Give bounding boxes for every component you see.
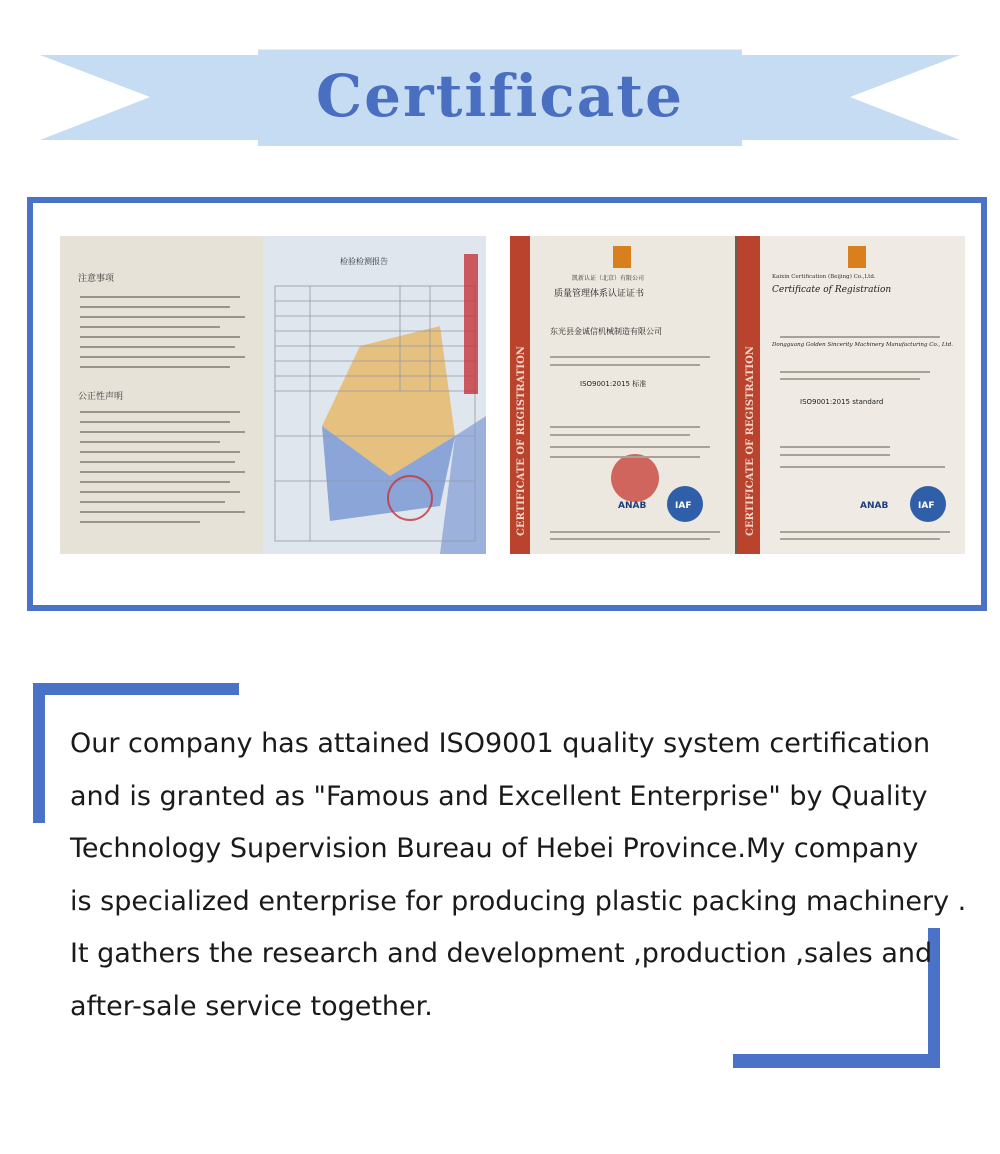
iaf-logo-left: IAF [675,501,692,511]
en-standard: ISO9001:2015 standard [800,398,884,406]
description-line: It gathers the research and development ,production ,sales and [70,938,933,969]
title-ribbon [0,0,1000,170]
iso-certificate-photo [510,236,965,554]
cn-title: 质量管理体系认证证书 [554,289,645,299]
report-title: 检验检测报告 [340,257,388,266]
description-line: and is granted as "Famous and Excellent Enterprise" by Quality [70,780,928,812]
bracket-bottom-right-horizontal [733,1054,940,1068]
cn-issuer: 凯新认证（北京）有限公司 [572,275,645,282]
side-text-right: CERTIFICATE OF REGISTRATION [745,346,756,536]
en-title: Certificate of Registration [772,285,892,295]
notice-heading: 注意事项 [78,274,115,284]
cn-company: 东光县金诚信机械制造有限公司 [550,327,662,336]
company-description [70,718,967,1033]
statement-heading: 公正性声明 [78,392,124,402]
description-line: Technology Supervision Bureau of Hebei Province.My company [70,833,919,864]
description-line: is specialized enterprise for producing plastic packing machinery . [70,885,967,917]
banner-title: Certificate [315,62,685,130]
side-text-left: CERTIFICATE OF REGISTRATION [516,346,527,536]
bracket-top-left-horizontal [33,683,239,695]
anab-logo-right: ANAB [860,501,889,511]
en-company: Dongguang Golden Sincerity Machinery Manufacturing Co., Ltd. [772,342,954,348]
cn-standard: ISO9001:2015 标准 [580,380,647,388]
inspection-report-photo [60,236,486,554]
bracket-top-left-vertical [33,683,45,823]
en-issuer: Kaixin Certification (Beijing) Co.,Ltd. [772,274,876,280]
certificate-photo-frame [27,197,987,611]
description-line: after-sale service together. [70,990,433,1022]
iso-certificate-image [510,236,965,554]
inspection-report-image [60,236,486,554]
description-line: Our company has attained ISO9001 quality system certification [70,728,931,759]
iaf-logo-right: IAF [918,501,935,511]
anab-logo-left: ANAB [618,501,647,511]
